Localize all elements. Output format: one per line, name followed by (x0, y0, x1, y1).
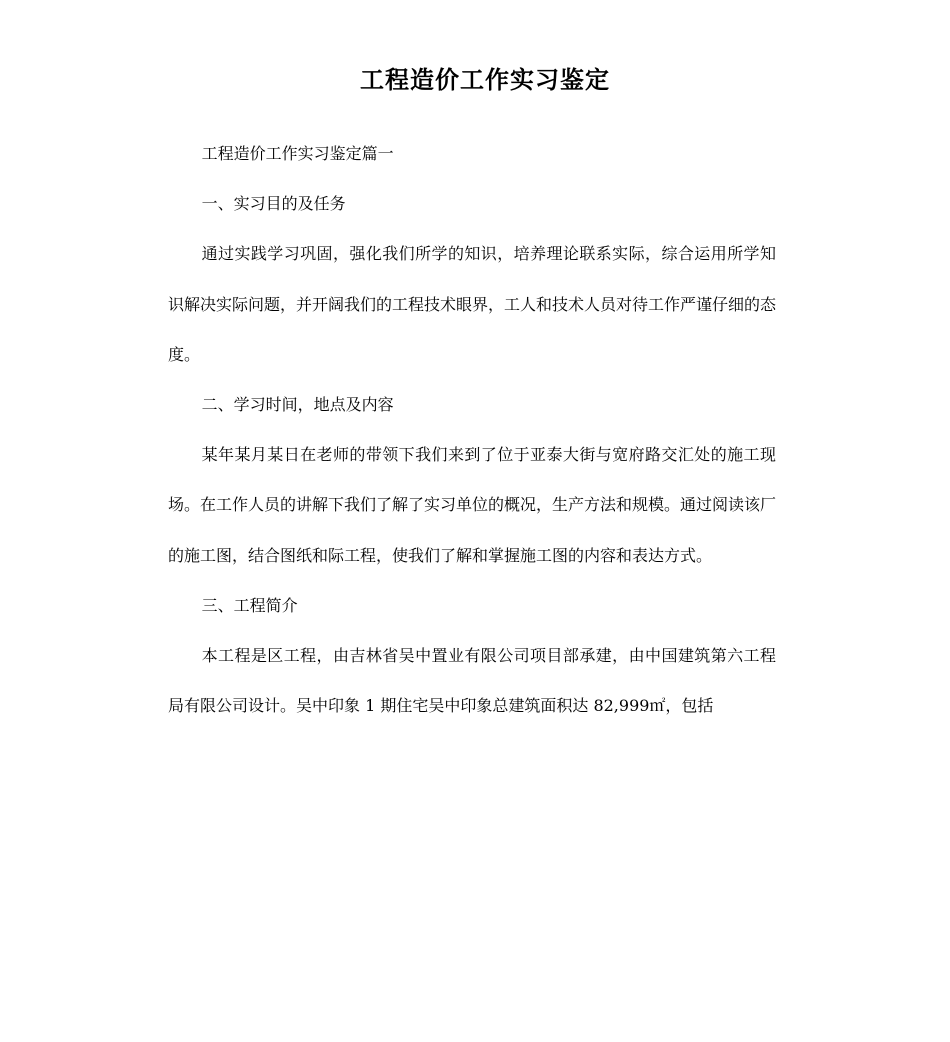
paragraph-heading-objectives: 一、实习目的及任务 (201, 194, 346, 214)
paragraph-heading-time-location: 二、学习时间，地点及内容 (201, 395, 394, 415)
paragraph-heading-project-intro: 三、工程简介 (201, 595, 298, 615)
paragraph-objectives: 通过实践学习巩固，强化我们所学的知识，培养理论联系实际，综合运用所学知识解决实际问题，并开阔我们的工程技术眼界，工人和技术人员对待工作严谨仔细的态度。 (168, 244, 777, 364)
paragraph-section-heading: 工程造价工作实习鉴定篇一 (201, 144, 394, 163)
paragraph-project-intro: 本工程是区工程，由吉林省吴中置业有限公司项目部承建，由中国建筑第六工程局有限公司设计。吴中印象 1 期住宅吴中印象总建筑面积达 82,999㎡，包括 (168, 646, 776, 716)
paragraph-time-location: 某年某月某日在老师的带领下我们来到了位于亚泰大街与宽府路交汇处的施工现场。在工作人员的讲解下我们了解了实习单位的概况，生产方法和规模。通过阅读该厂的施工图，结合图纸和际工程，使我们了解和掌握施工图的内容和表达方式。 (168, 445, 777, 565)
document-title: 工程造价工作实习鉴定 (360, 66, 610, 94)
document-body (168, 129, 776, 731)
